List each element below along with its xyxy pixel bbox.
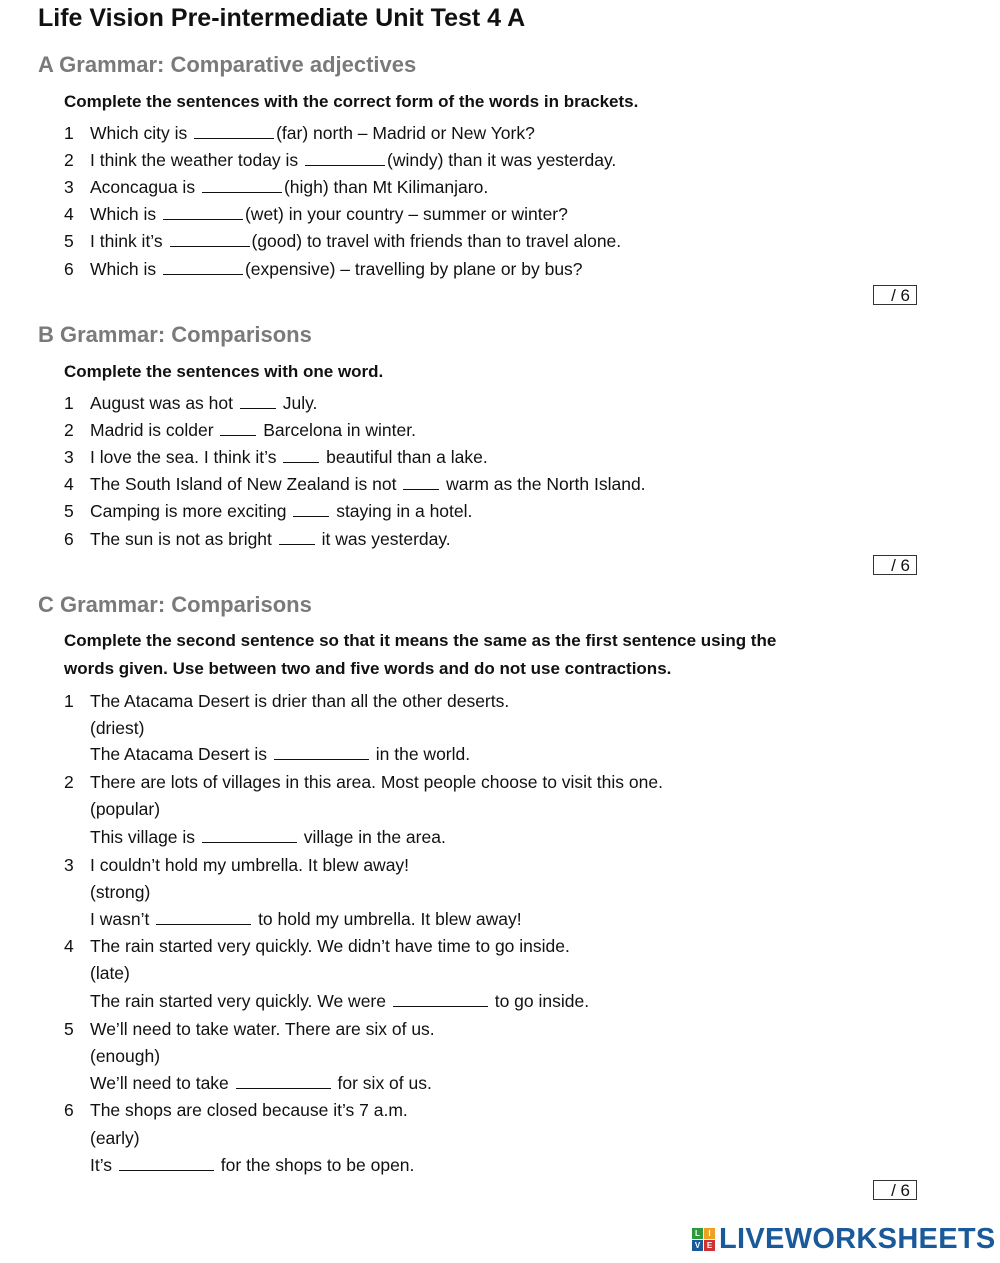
section-b-item: 5 Camping is more exciting staying in a hotel. xyxy=(64,501,473,521)
section-b-instruction: Complete the sentences with one word. xyxy=(64,362,384,381)
section-c-prompt-word: (popular) xyxy=(90,799,161,819)
section-c-prompt-word: (driest) xyxy=(90,718,145,738)
section-b-item: 6 The sun is not as bright it was yesterday. xyxy=(64,529,451,549)
section-c-item: 2 There are lots of villages in this area. Most people choose to visit this one. xyxy=(64,772,663,792)
section-c-item: 5 We’ll need to take water. There are six of us. xyxy=(64,1019,435,1039)
section-b-item: 3 I love the sea. I think it’s beautiful than a lake. xyxy=(64,447,488,467)
section-c-item: 3 I couldn’t hold my umbrella. It blew away! xyxy=(64,855,410,875)
section-a-score-box: / 6 xyxy=(873,285,917,305)
section-a-item: 3 Aconcagua is (high) than Mt Kilimanjaro. xyxy=(64,177,489,197)
section-a-item: 1 Which city is (far) north – Madrid or New York? xyxy=(64,123,535,143)
answer-blank[interactable] xyxy=(393,989,488,1007)
section-c-prompt-word: (late) xyxy=(90,963,130,983)
answer-blank[interactable] xyxy=(236,1071,331,1089)
section-a-item: 6 Which is (expensive) – travelling by plane or by bus? xyxy=(64,259,583,279)
section-c-answer-line: The Atacama Desert is in the world. xyxy=(90,744,471,764)
section-a-item: 2 I think the weather today is (windy) than it was yesterday. xyxy=(64,150,617,170)
section-c-prompt-word: (enough) xyxy=(90,1046,161,1066)
section-c-instruction-line2: words given. Use between two and five words and do not use contractions. xyxy=(64,659,672,678)
answer-blank[interactable] xyxy=(156,907,251,925)
answer-blank[interactable] xyxy=(305,148,385,166)
answer-blank[interactable] xyxy=(403,472,439,490)
logo-text: LIVEWORKSHEETS xyxy=(719,1222,996,1255)
answer-blank[interactable] xyxy=(283,445,319,463)
section-c-answer-line: The rain started very quickly. We were to go inside. xyxy=(90,991,590,1011)
section-c-heading: C Grammar: Comparisons xyxy=(38,592,312,617)
section-c-prompt-word: (strong) xyxy=(90,882,151,902)
answer-blank[interactable] xyxy=(163,257,243,275)
answer-blank[interactable] xyxy=(163,202,243,220)
section-b-item: 1 August was as hot July. xyxy=(64,393,318,413)
section-a-instruction: Complete the sentences with the correct form of the words in brackets. xyxy=(64,92,639,111)
section-a-item: 5 I think it’s (good) to travel with friends than to travel alone. xyxy=(64,231,622,251)
answer-blank[interactable] xyxy=(119,1153,214,1171)
section-c-answer-line: This village is village in the area. xyxy=(90,827,446,847)
answer-blank[interactable] xyxy=(220,418,256,436)
page-title: Life Vision Pre-intermediate Unit Test 4 A xyxy=(38,4,526,32)
section-c-prompt-word: (early) xyxy=(90,1128,140,1148)
section-c-item: 4 The rain started very quickly. We didn’t have time to go inside. xyxy=(64,936,570,956)
section-c-item: 1 The Atacama Desert is drier than all the other deserts. xyxy=(64,691,510,711)
answer-blank[interactable] xyxy=(293,499,329,517)
section-b-item: 2 Madrid is colder Barcelona in winter. xyxy=(64,420,416,440)
answer-blank[interactable] xyxy=(202,825,297,843)
section-c-item: 6 The shops are closed because it’s 7 a.m. xyxy=(64,1100,408,1120)
answer-blank[interactable] xyxy=(170,229,250,247)
section-a-heading: A Grammar: Comparative adjectives xyxy=(38,52,417,77)
section-c-instruction-line1: Complete the second sentence so that it means the same as the first sentence using the xyxy=(64,631,777,650)
section-c-answer-line: I wasn’t to hold my umbrella. It blew away! xyxy=(90,909,522,929)
answer-blank[interactable] xyxy=(279,527,315,545)
answer-blank[interactable] xyxy=(202,175,282,193)
section-a-item: 4 Which is (wet) in your country – summer or winter? xyxy=(64,204,568,224)
logo-mark-icon: L I V E xyxy=(692,1228,715,1251)
answer-blank[interactable] xyxy=(194,121,274,139)
section-b-heading: B Grammar: Comparisons xyxy=(38,322,312,347)
answer-blank[interactable] xyxy=(274,742,369,760)
section-c-score-box: / 6 xyxy=(873,1180,917,1200)
liveworksheets-logo xyxy=(692,1222,996,1256)
section-c-answer-line: We’ll need to take for six of us. xyxy=(90,1073,432,1093)
answer-blank[interactable] xyxy=(240,391,276,409)
section-b-item: 4 The South Island of New Zealand is not warm as the North Island. xyxy=(64,474,646,494)
section-b-score-box: / 6 xyxy=(873,555,917,575)
section-c-answer-line: It’s for the shops to be open. xyxy=(90,1155,415,1175)
